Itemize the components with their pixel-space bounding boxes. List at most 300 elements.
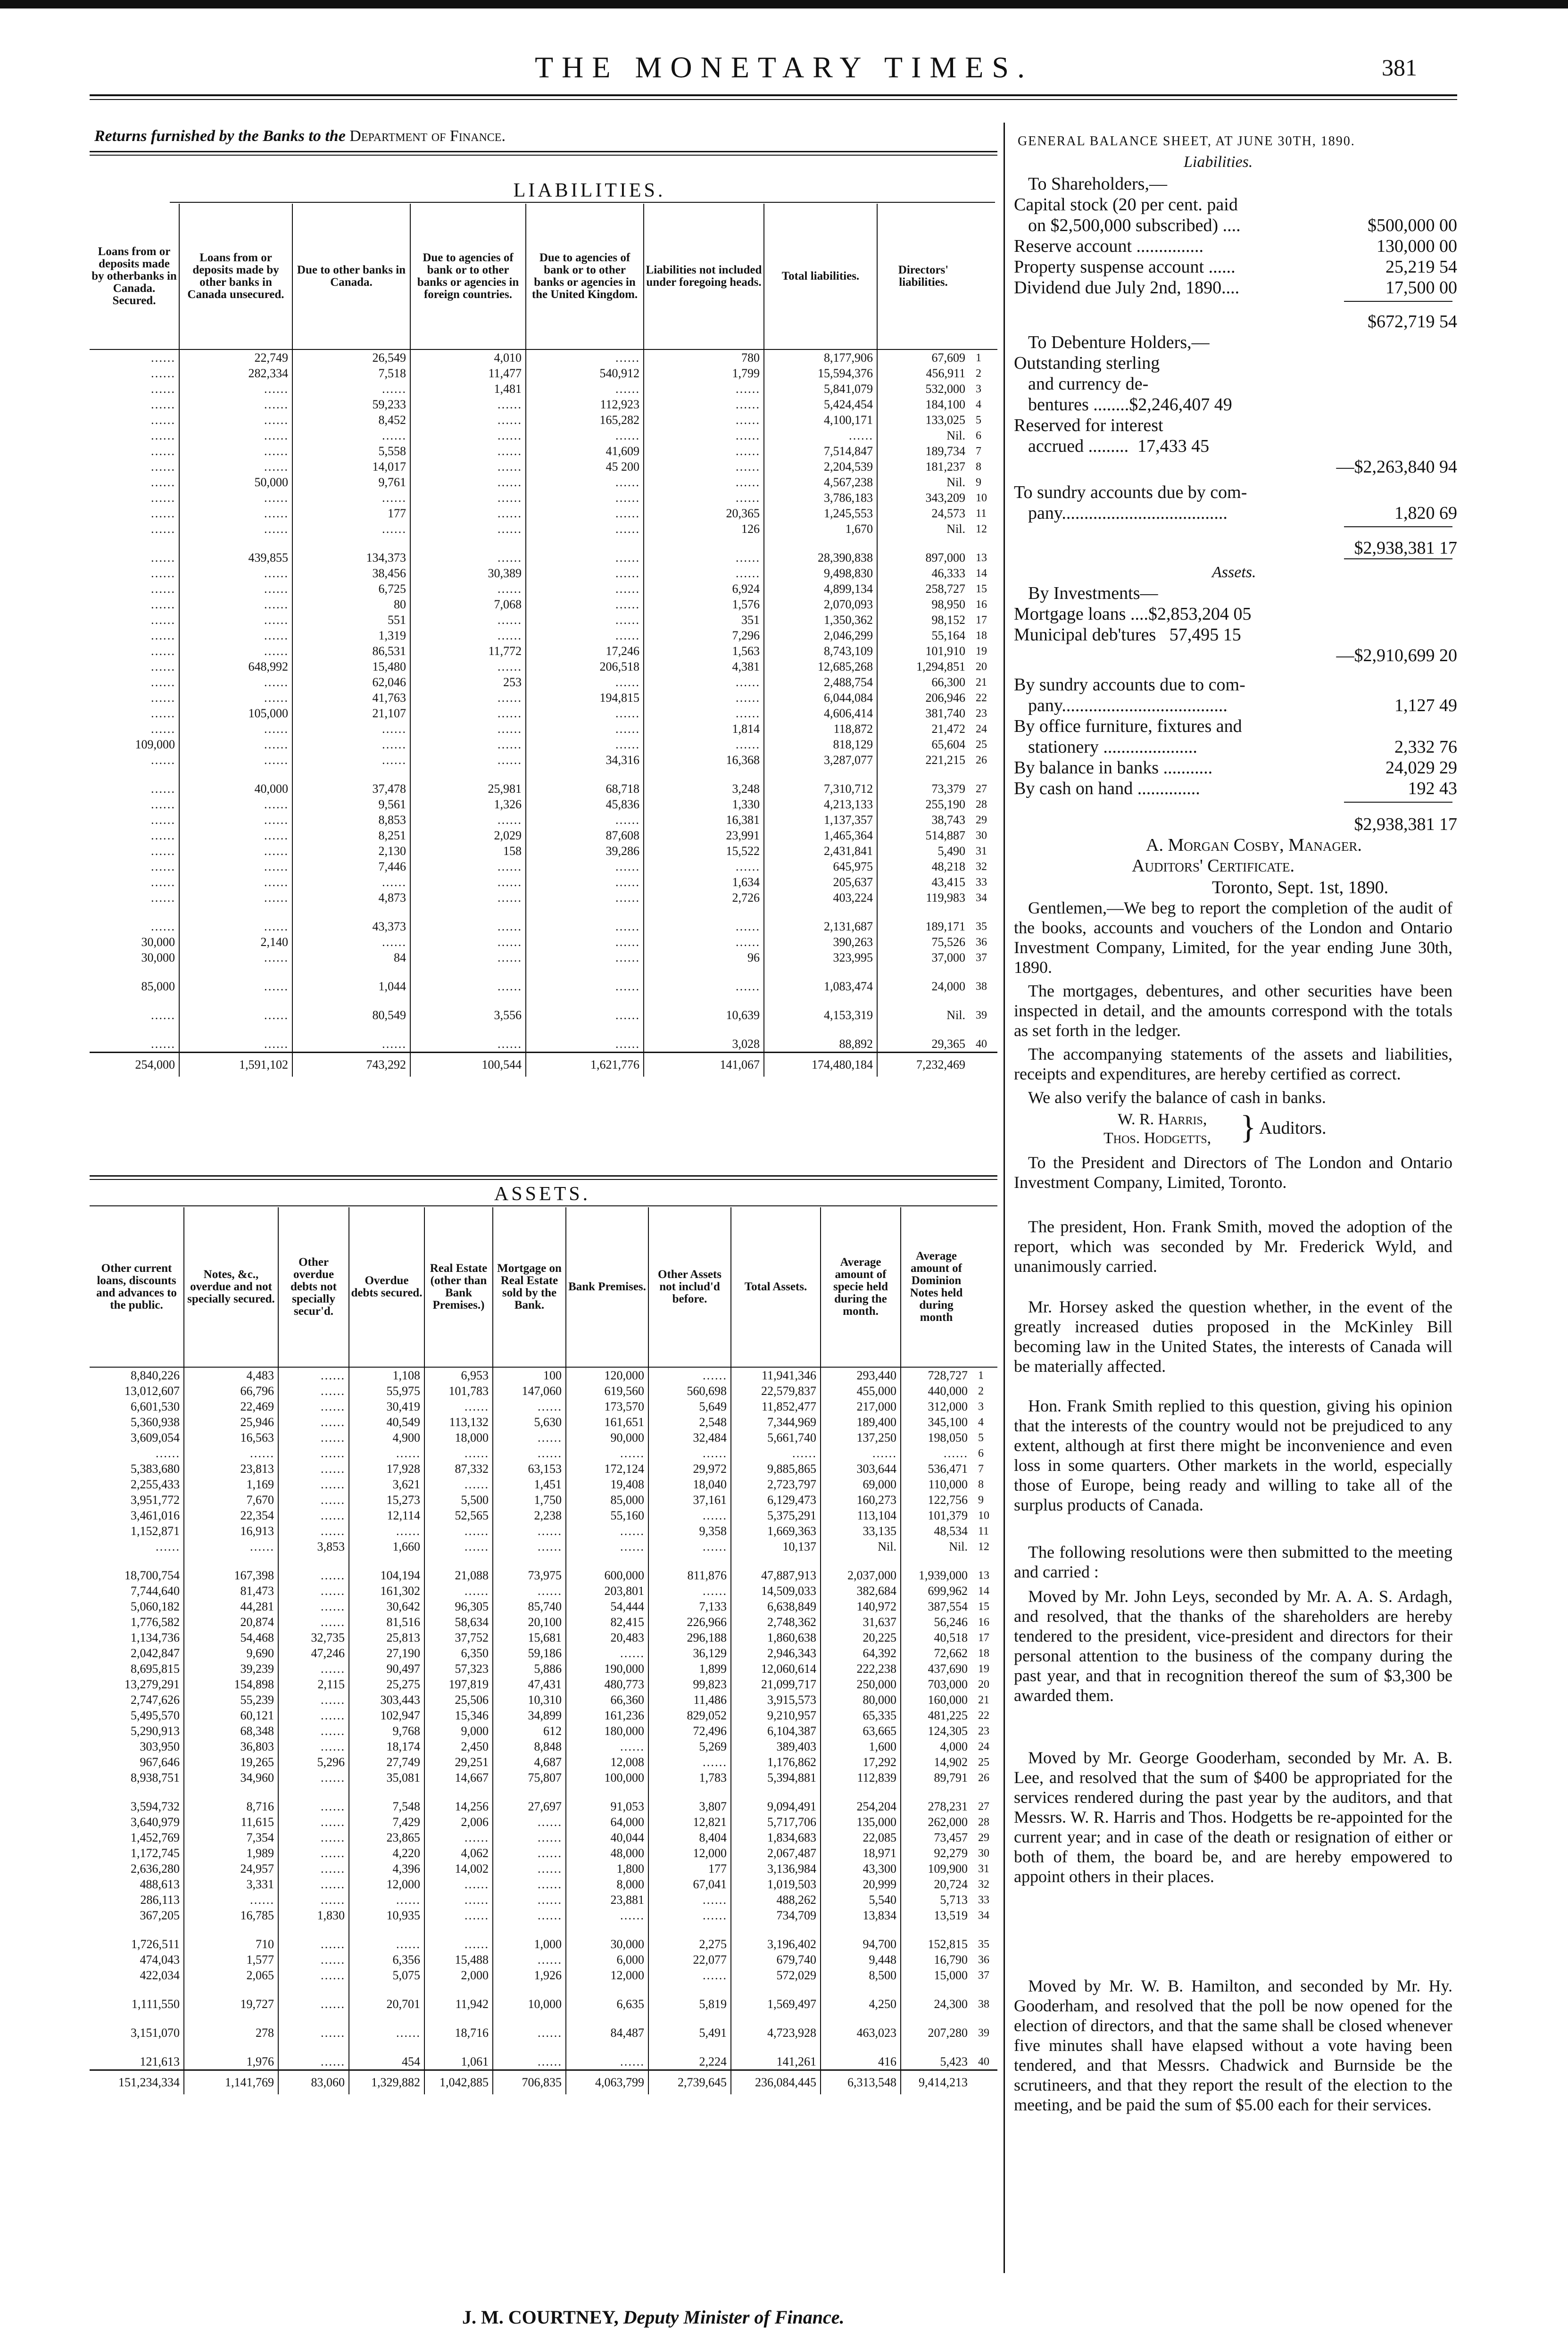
table-cell: 217,000: [821, 1399, 901, 1414]
table-cell: ……: [424, 1523, 493, 1539]
table-cell: 25,506: [424, 1692, 493, 1708]
table-cell: 4,381: [644, 659, 764, 674]
table-cell: 67,609: [877, 349, 969, 365]
table-cell: 481,225: [901, 1708, 971, 1723]
table-cell: 1,939,000: [901, 1568, 971, 1583]
table-row: [90, 1996, 997, 2012]
gap-cell: [901, 1923, 971, 1936]
table-cell: 13,279,291: [124, 1677, 180, 1691]
table-cell: 137,250: [821, 1430, 901, 1445]
table-cell: 699,962: [901, 1583, 971, 1599]
table-cell: 177: [648, 1861, 731, 1876]
table-cell: 1,750: [493, 1492, 566, 1508]
table-cell: 4,873: [292, 890, 410, 905]
table-row: [90, 1739, 997, 1754]
table-row: [90, 1692, 997, 1708]
table-row: [90, 1814, 997, 1830]
table-cell: ……: [424, 1399, 493, 1414]
table-cell: 105,000: [179, 706, 292, 721]
row-number: 8: [976, 460, 981, 473]
asset-col-11: Average amount of Dominion Notes held during month: [901, 1207, 971, 1367]
table-cell: 12,821: [648, 1814, 731, 1830]
gap-cell: [90, 2012, 184, 2025]
table-cell: 3,951,772: [131, 1493, 180, 1507]
table-cell: ……: [150, 597, 175, 611]
total-rule-liab: [1344, 526, 1452, 527]
table-cell: ……: [566, 1445, 648, 1461]
table-cell: 172,124: [566, 1461, 648, 1477]
table-cell: 3,807: [648, 1799, 731, 1814]
table-cell: 72,496: [648, 1723, 731, 1739]
table-cell: ……: [349, 1445, 424, 1461]
table-cell: ……: [410, 1036, 526, 1053]
gap-cell: [821, 2012, 901, 2025]
furniture-amount: 2,332 76: [1394, 737, 1457, 757]
gap-cell: [764, 994, 877, 1007]
table-cell: ……: [150, 581, 175, 596]
table-cell: ……: [526, 812, 644, 828]
gap-cell: [184, 1923, 278, 1936]
row-number: 40: [978, 2055, 989, 2068]
table-row: [90, 1754, 997, 1770]
gap-cell: [644, 994, 764, 1007]
table-row: [90, 597, 997, 612]
subtotal-1: $672,719 54: [1368, 312, 1457, 332]
table-cell: 1,172,745: [131, 1846, 180, 1860]
table-cell: ……: [526, 550, 644, 565]
table-cell: 112,923: [526, 397, 644, 412]
table-cell: 381,740: [877, 706, 969, 721]
table-cell: 23,991: [644, 828, 764, 843]
gap-cell: [90, 1923, 184, 1936]
table-cell: 222,238: [821, 1661, 901, 1677]
gap-cell: [877, 994, 969, 1007]
table-cell: ……: [644, 459, 764, 474]
table-cell: 18,700,754: [124, 1568, 180, 1582]
table-row: [90, 397, 997, 412]
table-cell: ……: [410, 752, 526, 768]
table-cell: 7,744,640: [131, 1584, 180, 1598]
table-cell: 14,002: [424, 1861, 493, 1876]
table-cell: ……: [179, 843, 292, 859]
table-cell: 64,000: [566, 1814, 648, 1830]
table-cell: ……: [410, 428, 526, 443]
table-cell: 15,488: [424, 1952, 493, 1967]
table-cell: 84,487: [566, 2025, 648, 2041]
table-cell: 154,898: [184, 1677, 278, 1692]
table-cell: ……: [526, 506, 644, 521]
table-cell: 40,518: [901, 1630, 971, 1645]
table-cell: 9,210,957: [731, 1708, 821, 1723]
table-cell: ……: [278, 1492, 349, 1508]
row-number: 5: [978, 1431, 984, 1444]
table-cell: 8,840,226: [131, 1368, 180, 1382]
table-cell: ……: [278, 1583, 349, 1599]
table-cell: ……: [410, 934, 526, 950]
liab-col-7: Total liabilities.: [764, 204, 877, 349]
asset-col-1: Other current loans, discounts and advances to the public.: [96, 1262, 177, 1311]
table-cell: 15,480: [292, 659, 410, 674]
table-cell: 4,062: [424, 1845, 493, 1861]
table-cell: 206,946: [877, 690, 969, 706]
table-row: [90, 659, 997, 674]
table-cell: 2,070,093: [764, 597, 877, 612]
table-cell: 3,640,979: [131, 1815, 180, 1829]
row-number: 4: [978, 1416, 984, 1428]
table-cell: ……: [179, 612, 292, 628]
table-cell: 2,140: [179, 934, 292, 950]
row-number: 14: [978, 1585, 989, 1597]
table-cell: 5,713: [901, 1892, 971, 1908]
banks-amount: 24,029 29: [1385, 758, 1457, 778]
table-row: [90, 781, 997, 797]
table-cell: 7,296: [644, 628, 764, 643]
para-mortgages: The mortgages, debentures, and other securities have been inspected in detail, and the amounts correspond with the totals as set forth in the ledger.: [1014, 981, 1452, 1040]
table-cell: 1,726,511: [131, 1937, 180, 1951]
table-cell: ……: [493, 1583, 566, 1599]
table-cell: ……: [179, 812, 292, 828]
table-cell: 572,029: [731, 1967, 821, 1983]
sundry-line-1: To sundry accounts due by com-: [1014, 482, 1247, 502]
table-cell: 6,044,084: [764, 690, 877, 706]
municipal-debentures: Municipal deb'tures 57,495 15: [1014, 625, 1241, 645]
table-cell: ……: [526, 874, 644, 890]
table-cell: 197,819: [424, 1677, 493, 1692]
table-cell: 47,431: [493, 1677, 566, 1692]
table-cell: 55,239: [184, 1692, 278, 1708]
gap-cell: [90, 1785, 184, 1799]
table-cell: 16,913: [184, 1523, 278, 1539]
table-cell: ……: [278, 1399, 349, 1414]
table-cell: 536,471: [901, 1461, 971, 1477]
row-number: 38: [976, 980, 987, 993]
table-cell: 30,000: [141, 935, 175, 949]
table-cell: ……: [526, 1007, 644, 1023]
total-cell: 236,084,445: [731, 2070, 821, 2095]
gap-cell: [184, 1554, 278, 1568]
gap-cell: [731, 1983, 821, 1996]
table-cell: ……: [526, 919, 644, 934]
table-cell: ……: [179, 581, 292, 597]
table-cell: ……: [526, 597, 644, 612]
liabilities-table: [90, 204, 997, 1077]
table-cell: 34,316: [526, 752, 644, 768]
table-cell: 84: [292, 950, 410, 965]
para-gentlemen: Gentlemen,—We beg to report the completion of the audit of the books, accounts and vouchers of the London and Ontario Investment Company, Limited, for the year ending June 30th, 1890.: [1014, 898, 1452, 977]
table-cell: ……: [526, 721, 644, 737]
table-cell: 2,636,280: [131, 1861, 180, 1876]
table-cell: ……: [278, 1599, 349, 1614]
table-cell: 14,667: [424, 1770, 493, 1785]
table-cell: 28,390,838: [764, 550, 877, 565]
table-cell: 161,236: [566, 1708, 648, 1723]
reserve-amount: 130,000 00: [1377, 236, 1457, 256]
gap-cell: [764, 1023, 877, 1036]
table-cell: 1,669,363: [731, 1523, 821, 1539]
row-number: 16: [976, 598, 987, 611]
table-cell: Nil.: [901, 1539, 971, 1554]
table-cell: 20,701: [349, 1996, 424, 2012]
table-cell: 4,723,928: [731, 2025, 821, 2041]
table-cell: ……: [526, 934, 644, 950]
table-cell: 5,558: [292, 443, 410, 459]
table-cell: ……: [410, 950, 526, 965]
table-cell: 897,000: [877, 550, 969, 565]
dividend-amount: 17,500 00: [1385, 278, 1457, 298]
table-cell: ……: [410, 550, 526, 565]
table-cell: 17,246: [526, 643, 644, 659]
table-cell: 45,836: [526, 797, 644, 812]
gap-cell: [278, 2012, 349, 2025]
table-cell: 8,177,906: [764, 349, 877, 365]
gap-cell: [292, 1023, 410, 1036]
table-cell: 2,275: [648, 1936, 731, 1952]
table-cell: 85,740: [493, 1599, 566, 1614]
table-cell: 27,697: [493, 1799, 566, 1814]
table-cell: ……: [349, 1523, 424, 1539]
table-cell: 5,649: [648, 1399, 731, 1414]
table-row: [90, 737, 997, 752]
cash-amount: 192 43: [1408, 779, 1457, 798]
table-cell: 2,450: [424, 1739, 493, 1754]
table-cell: 1,044: [292, 979, 410, 994]
table-cell: ……: [179, 674, 292, 690]
table-cell: 303,443: [349, 1692, 424, 1708]
table-cell: ……: [179, 1007, 292, 1023]
table-row: [90, 1677, 997, 1692]
table-cell: 73,975: [493, 1568, 566, 1583]
table-row: [90, 1614, 997, 1630]
table-cell: 8,000: [566, 1876, 648, 1892]
table-cell: ……: [644, 979, 764, 994]
asset-col-8: Other Assets not includ'd before.: [648, 1207, 731, 1367]
table-row: [90, 1967, 997, 1983]
table-cell: ……: [278, 1383, 349, 1399]
gap-cell: [526, 537, 644, 550]
table-cell: ……: [292, 934, 410, 950]
row-number: 2: [976, 367, 981, 380]
table-cell: 258,727: [877, 581, 969, 597]
table-cell: ……: [493, 1539, 566, 1554]
table-cell: 124,305: [901, 1723, 971, 1739]
table-cell: 17,292: [821, 1754, 901, 1770]
table-cell: 194,815: [526, 690, 644, 706]
row-number: 7: [976, 445, 981, 457]
row-number: 39: [978, 2026, 989, 2039]
row-number: 32: [978, 1878, 989, 1891]
table-cell: 5,424,454: [764, 397, 877, 412]
table-cell: 14,509,033: [731, 1583, 821, 1599]
total-cell: 100,544: [410, 1053, 526, 1077]
table-cell: 1,899: [648, 1661, 731, 1677]
table-cell: ……: [179, 490, 292, 506]
table-cell: 488,613: [140, 1877, 180, 1891]
gap-cell: [179, 994, 292, 1007]
gap-cell: [526, 1023, 644, 1036]
table-cell: ……: [566, 1739, 648, 1754]
table-cell: 6,924: [644, 581, 764, 597]
table-cell: 9,498,830: [764, 565, 877, 581]
table-cell: 12,000: [566, 1967, 648, 1983]
gap-cell: [644, 1023, 764, 1036]
total-cell: 7,232,469: [877, 1053, 969, 1077]
table-cell: 312,000: [901, 1399, 971, 1414]
table-cell: ……: [526, 628, 644, 643]
table-cell: 1,976: [184, 2054, 278, 2070]
table-cell: 30,419: [349, 1399, 424, 1414]
group-gap: [90, 2012, 997, 2025]
table-cell: 7,310,712: [764, 781, 877, 797]
table-cell: ……: [424, 1445, 493, 1461]
gap-cell: [493, 2012, 566, 2025]
gap-cell: [90, 994, 179, 1007]
table-cell: ……: [150, 428, 175, 442]
table-cell: 55,160: [566, 1508, 648, 1523]
table-cell: 140,972: [821, 1599, 901, 1614]
table-cell: ……: [410, 690, 526, 706]
table-row: [90, 1383, 997, 1399]
gap-cell: [877, 965, 969, 979]
table-cell: ……: [278, 1661, 349, 1677]
table-cell: 13,012,607: [124, 1384, 180, 1398]
table-cell: ……: [150, 444, 175, 458]
table-cell: 20,100: [493, 1614, 566, 1630]
table-cell: 25,813: [349, 1630, 424, 1645]
table-cell: 35,081: [349, 1770, 424, 1785]
table-cell: 122,756: [901, 1492, 971, 1508]
gap-cell: [349, 1983, 424, 1996]
table-cell: 551: [292, 612, 410, 628]
table-cell: 12,060,614: [731, 1661, 821, 1677]
gap-cell: [493, 2041, 566, 2054]
table-cell: 113,132: [424, 1414, 493, 1430]
table-cell: 6,104,387: [731, 1723, 821, 1739]
table-cell: 1,108: [349, 1367, 424, 1383]
table-cell: 14,256: [424, 1799, 493, 1814]
table-cell: 7,133: [648, 1599, 731, 1614]
gap-cell: [349, 1554, 424, 1568]
total-rule-assets: [1344, 802, 1452, 803]
liabilities-header-row: [90, 204, 997, 349]
table-row: [90, 1461, 997, 1477]
table-cell: ……: [292, 874, 410, 890]
table-cell: 8,716: [184, 1799, 278, 1814]
gap-cell: [410, 1023, 526, 1036]
table-row: [90, 1399, 997, 1414]
table-cell: 4,899,134: [764, 581, 877, 597]
table-cell: ……: [349, 1892, 424, 1908]
table-row: [90, 706, 997, 721]
table-cell: 5,423: [901, 2054, 971, 2070]
para-reply: Hon. Frank Smith replied to this question, giving his opinion that the interests of the country would not be prejudiced to any extent, although at first there might be inconvenience and even loss in some quarters. Other markets in the world, especially those of Europe, being ready and willing to take all of the surplus products of Canada.: [1014, 1396, 1452, 1514]
table-cell: ……: [292, 381, 410, 397]
table-row: [90, 1630, 997, 1645]
table-cell: ……: [292, 721, 410, 737]
table-cell: ……: [424, 1830, 493, 1845]
table-cell: 3,461,016: [131, 1508, 180, 1522]
table-cell: 1,330: [644, 797, 764, 812]
table-cell: 55,975: [349, 1383, 424, 1399]
row-number: 19: [978, 1662, 989, 1675]
assets-label: Assets.: [1212, 564, 1256, 581]
table-cell: ……: [278, 1367, 349, 1383]
table-cell: 6,350: [424, 1645, 493, 1661]
table-cell: 11,772: [410, 643, 526, 659]
para-president-to: To the President and Directors of The London and Ontario Investment Company, Limited, Toronto.: [1014, 1153, 1452, 1192]
table-cell: ……: [821, 1445, 901, 1461]
table-cell: ……: [184, 1539, 278, 1554]
row-number: 3: [976, 382, 981, 395]
table-cell: ……: [526, 581, 644, 597]
table-cell: 23,881: [566, 1892, 648, 1908]
row-number: 22: [976, 691, 987, 704]
table-cell: 8,848: [493, 1739, 566, 1754]
gap-cell: [764, 537, 877, 550]
table-cell: 86,531: [292, 643, 410, 659]
table-cell: 25,981: [410, 781, 526, 797]
totals-row: [90, 2070, 997, 2095]
header-rule-top: [90, 94, 1457, 96]
table-cell: 189,734: [877, 443, 969, 459]
table-cell: ……: [278, 1814, 349, 1830]
gap-cell: [764, 965, 877, 979]
table-cell: 1,834,683: [731, 1830, 821, 1845]
to-debenture-holders: To Debenture Holders,—: [1028, 332, 1210, 352]
table-cell: 5,540: [821, 1892, 901, 1908]
subhead-department: Department of Finance.: [349, 127, 506, 145]
gap-cell: [526, 994, 644, 1007]
table-cell: 1,152,871: [131, 1524, 180, 1538]
furniture-line-1: By office furniture, fixtures and: [1014, 716, 1242, 736]
table-cell: 811,876: [648, 1568, 731, 1583]
table-cell: 2,488,754: [764, 674, 877, 690]
table-cell: 20,724: [901, 1876, 971, 1892]
row-number: 20: [978, 1678, 989, 1691]
gap-cell: [901, 1983, 971, 1996]
gap-cell: [877, 768, 969, 781]
total-cell: 4,063,799: [566, 2070, 648, 2095]
asset-col-5: Real Estate (other than Bank Premises.): [424, 1207, 493, 1367]
table-cell: ……: [179, 979, 292, 994]
para-leys: Moved by Mr. John Leys, seconded by Mr. A. A. S. Ardagh, and resolved, that the thanks of the shareholders are hereby tendered to the president, vice-president and directors for their personal attention to the business of the company during the past year, and that in recognition thereof the sum of $3,300 be awarded them.: [1014, 1587, 1452, 1705]
table-cell: 2,029: [410, 828, 526, 843]
table-cell: ……: [278, 1692, 349, 1708]
table-cell: 120,000: [566, 1367, 648, 1383]
table-cell: 226,966: [648, 1614, 731, 1630]
table-cell: 5,500: [424, 1492, 493, 1508]
table-cell: 37,478: [292, 781, 410, 797]
table-cell: 3,331: [184, 1876, 278, 1892]
row-number: 26: [978, 1771, 989, 1784]
table-cell: 532,000: [877, 381, 969, 397]
gap-cell: [526, 768, 644, 781]
table-cell: ……: [644, 565, 764, 581]
row-number: 13: [976, 551, 987, 564]
auditors-certificate: Auditors' Certificate.: [1132, 856, 1295, 876]
gap-cell: [184, 1785, 278, 1799]
row-number: 23: [976, 707, 987, 720]
gap-cell: [410, 905, 526, 919]
table-cell: 303,950: [140, 1739, 180, 1753]
table-row: [90, 581, 997, 597]
signatory-name: J. M. COURTNEY,: [462, 2307, 619, 2328]
table-cell: 126: [644, 521, 764, 537]
table-cell: ……: [278, 1799, 349, 1814]
table-cell: 9,768: [349, 1723, 424, 1739]
table-cell: 278: [184, 2025, 278, 2041]
table-cell: ……: [644, 397, 764, 412]
table-cell: 158: [410, 843, 526, 859]
